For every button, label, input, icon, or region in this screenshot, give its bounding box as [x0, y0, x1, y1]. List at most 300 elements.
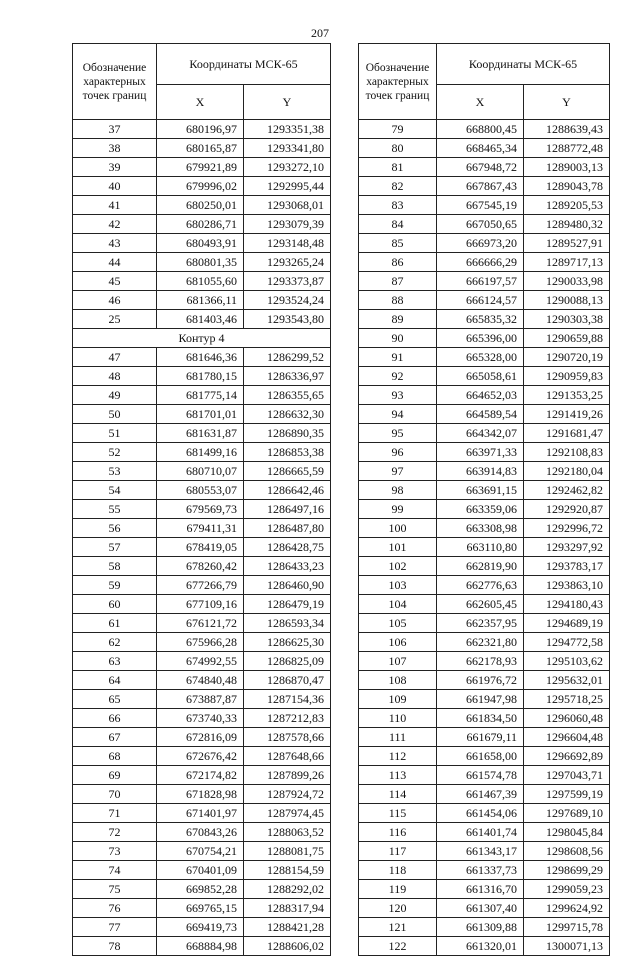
point-id-cell: 54 — [73, 481, 157, 500]
x-coordinate-cell: 669852,28 — [157, 880, 244, 899]
table-row — [359, 272, 610, 291]
header-x: X — [157, 85, 244, 120]
y-coordinate-cell: 1287974,45 — [244, 804, 331, 823]
point-id-cell: 103 — [359, 576, 437, 595]
header-y: Y — [244, 85, 331, 120]
table-row — [73, 804, 331, 823]
x-coordinate-cell: 661316,70 — [437, 880, 524, 899]
header-point-label: Обозначение характерных точек границ — [73, 44, 157, 120]
x-coordinate-cell: 672676,42 — [157, 747, 244, 766]
table-row — [359, 671, 610, 690]
table-row — [359, 291, 610, 310]
table-row — [359, 424, 610, 443]
point-id-cell: 73 — [73, 842, 157, 861]
y-coordinate-cell: 1286479,19 — [244, 595, 331, 614]
table-row — [359, 538, 610, 557]
point-id-cell: 114 — [359, 785, 437, 804]
point-id-cell: 53 — [73, 462, 157, 481]
point-id-cell: 111 — [359, 728, 437, 747]
x-coordinate-cell: 681499,16 — [157, 443, 244, 462]
y-coordinate-cell: 1293351,38 — [244, 120, 331, 139]
x-coordinate-cell: 667948,72 — [437, 158, 524, 177]
y-coordinate-cell: 1288063,52 — [244, 823, 331, 842]
point-id-cell: 106 — [359, 633, 437, 652]
x-coordinate-cell: 663359,06 — [437, 500, 524, 519]
y-coordinate-cell: 1297043,71 — [524, 766, 610, 785]
x-coordinate-cell: 677109,16 — [157, 595, 244, 614]
point-id-cell: 83 — [359, 196, 437, 215]
point-id-cell: 122 — [359, 937, 437, 956]
point-id-cell: 37 — [73, 120, 157, 139]
y-coordinate-cell: 1294689,19 — [524, 614, 610, 633]
table-row — [73, 671, 331, 690]
table-row — [359, 595, 610, 614]
point-id-cell: 56 — [73, 519, 157, 538]
point-id-cell: 68 — [73, 747, 157, 766]
y-coordinate-cell: 1288154,59 — [244, 861, 331, 880]
x-coordinate-cell: 678419,05 — [157, 538, 244, 557]
x-coordinate-cell: 661454,06 — [437, 804, 524, 823]
point-id-cell: 86 — [359, 253, 437, 272]
x-coordinate-cell: 678260,42 — [157, 557, 244, 576]
point-id-cell: 71 — [73, 804, 157, 823]
point-id-cell: 44 — [73, 253, 157, 272]
y-coordinate-cell: 1286665,59 — [244, 462, 331, 481]
y-coordinate-cell: 1295632,01 — [524, 671, 610, 690]
y-coordinate-cell: 1287212,83 — [244, 709, 331, 728]
x-coordinate-cell: 668884,98 — [157, 937, 244, 956]
table-row — [73, 443, 331, 462]
x-coordinate-cell: 668465,34 — [437, 139, 524, 158]
table-row — [359, 500, 610, 519]
point-id-cell: 87 — [359, 272, 437, 291]
table-row — [359, 443, 610, 462]
table-row — [73, 785, 331, 804]
table-row — [359, 785, 610, 804]
table-row — [359, 709, 610, 728]
x-coordinate-cell: 673740,33 — [157, 709, 244, 728]
point-id-cell: 85 — [359, 234, 437, 253]
x-coordinate-cell: 681055,60 — [157, 272, 244, 291]
point-id-cell: 55 — [73, 500, 157, 519]
x-coordinate-cell: 680801,35 — [157, 253, 244, 272]
table-row — [73, 842, 331, 861]
y-coordinate-cell: 1291681,47 — [524, 424, 610, 443]
header-point-label: Обозначение характерных точек границ — [359, 44, 437, 120]
table-row — [359, 804, 610, 823]
x-coordinate-cell: 681701,01 — [157, 405, 244, 424]
table-row — [359, 196, 610, 215]
x-coordinate-cell: 666973,20 — [437, 234, 524, 253]
point-id-cell: 115 — [359, 804, 437, 823]
table-row — [359, 861, 610, 880]
table-row — [359, 386, 610, 405]
y-coordinate-cell: 1293524,24 — [244, 291, 331, 310]
point-id-cell: 105 — [359, 614, 437, 633]
x-coordinate-cell: 663914,83 — [437, 462, 524, 481]
coordinates-table-left — [72, 43, 331, 956]
x-coordinate-cell: 664342,07 — [437, 424, 524, 443]
x-coordinate-cell: 680710,07 — [157, 462, 244, 481]
y-coordinate-cell: 1293341,80 — [244, 139, 331, 158]
x-coordinate-cell: 661976,72 — [437, 671, 524, 690]
x-coordinate-cell: 679569,73 — [157, 500, 244, 519]
table-row — [73, 158, 331, 177]
y-coordinate-cell: 1299059,23 — [524, 880, 610, 899]
point-id-cell: 47 — [73, 348, 157, 367]
point-id-cell: 99 — [359, 500, 437, 519]
point-id-cell: 39 — [73, 158, 157, 177]
table-row — [359, 633, 610, 652]
point-id-cell: 42 — [73, 215, 157, 234]
x-coordinate-cell: 661343,17 — [437, 842, 524, 861]
y-coordinate-cell: 1292920,87 — [524, 500, 610, 519]
point-id-cell: 98 — [359, 481, 437, 500]
y-coordinate-cell: 1286593,34 — [244, 614, 331, 633]
point-id-cell: 66 — [73, 709, 157, 728]
y-coordinate-cell: 1286428,75 — [244, 538, 331, 557]
table-row — [359, 215, 610, 234]
y-coordinate-cell: 1290959,83 — [524, 367, 610, 386]
y-coordinate-cell: 1295103,62 — [524, 652, 610, 671]
x-coordinate-cell: 662178,93 — [437, 652, 524, 671]
y-coordinate-cell: 1298045,84 — [524, 823, 610, 842]
y-coordinate-cell: 1296604,48 — [524, 728, 610, 747]
section-row — [73, 329, 331, 348]
x-coordinate-cell: 671401,97 — [157, 804, 244, 823]
point-id-cell: 109 — [359, 690, 437, 709]
point-id-cell: 96 — [359, 443, 437, 462]
point-id-cell: 61 — [73, 614, 157, 633]
table-row — [73, 880, 331, 899]
x-coordinate-cell: 662321,80 — [437, 633, 524, 652]
table-row — [359, 557, 610, 576]
y-coordinate-cell: 1286853,38 — [244, 443, 331, 462]
point-id-cell: 117 — [359, 842, 437, 861]
table-row — [359, 177, 610, 196]
table-row — [73, 633, 331, 652]
y-coordinate-cell: 1289003,13 — [524, 158, 610, 177]
point-id-cell: 75 — [73, 880, 157, 899]
point-id-cell: 94 — [359, 405, 437, 424]
x-coordinate-cell: 664589,54 — [437, 405, 524, 424]
y-coordinate-cell: 1289527,91 — [524, 234, 610, 253]
table-row — [73, 766, 331, 785]
point-id-cell: 100 — [359, 519, 437, 538]
x-coordinate-cell: 661658,00 — [437, 747, 524, 766]
x-coordinate-cell: 681631,87 — [157, 424, 244, 443]
header-coordinates: Координаты МСК-65 — [157, 44, 331, 85]
table-row — [73, 519, 331, 538]
x-coordinate-cell: 680250,01 — [157, 196, 244, 215]
y-coordinate-cell: 1288292,02 — [244, 880, 331, 899]
table-row — [359, 120, 610, 139]
table-row — [359, 614, 610, 633]
table-row — [73, 348, 331, 367]
point-id-cell: 67 — [73, 728, 157, 747]
x-coordinate-cell: 661401,74 — [437, 823, 524, 842]
x-coordinate-cell: 661307,40 — [437, 899, 524, 918]
y-coordinate-cell: 1288317,94 — [244, 899, 331, 918]
table-row — [73, 253, 331, 272]
y-coordinate-cell: 1286870,47 — [244, 671, 331, 690]
x-coordinate-cell: 672174,82 — [157, 766, 244, 785]
x-coordinate-cell: 663110,80 — [437, 538, 524, 557]
point-id-cell: 79 — [359, 120, 437, 139]
table-row — [73, 196, 331, 215]
y-coordinate-cell: 1290720,19 — [524, 348, 610, 367]
table-row — [359, 462, 610, 481]
table-row — [359, 405, 610, 424]
point-id-cell: 43 — [73, 234, 157, 253]
table-row — [73, 709, 331, 728]
y-coordinate-cell: 1289205,53 — [524, 196, 610, 215]
point-id-cell: 52 — [73, 443, 157, 462]
point-id-cell: 40 — [73, 177, 157, 196]
point-id-cell: 95 — [359, 424, 437, 443]
table-row — [359, 728, 610, 747]
y-coordinate-cell: 1300071,13 — [524, 937, 610, 956]
x-coordinate-cell: 666666,29 — [437, 253, 524, 272]
x-coordinate-cell: 681366,11 — [157, 291, 244, 310]
y-coordinate-cell: 1296692,89 — [524, 747, 610, 766]
x-coordinate-cell: 663691,15 — [437, 481, 524, 500]
table-row — [359, 139, 610, 158]
y-coordinate-cell: 1293543,80 — [244, 310, 331, 329]
point-id-cell: 97 — [359, 462, 437, 481]
table-row — [73, 139, 331, 158]
point-id-cell: 38 — [73, 139, 157, 158]
point-id-cell: 108 — [359, 671, 437, 690]
x-coordinate-cell: 665058,61 — [437, 367, 524, 386]
x-coordinate-cell: 671828,98 — [157, 785, 244, 804]
x-coordinate-cell: 661679,11 — [437, 728, 524, 747]
table-row — [359, 348, 610, 367]
y-coordinate-cell: 1290088,13 — [524, 291, 610, 310]
y-coordinate-cell: 1299624,92 — [524, 899, 610, 918]
table-row — [73, 424, 331, 443]
y-coordinate-cell: 1286890,35 — [244, 424, 331, 443]
x-coordinate-cell: 661320,01 — [437, 937, 524, 956]
point-id-cell: 69 — [73, 766, 157, 785]
x-coordinate-cell: 665396,00 — [437, 329, 524, 348]
x-coordinate-cell: 669765,15 — [157, 899, 244, 918]
table-row — [73, 690, 331, 709]
y-coordinate-cell: 1293783,17 — [524, 557, 610, 576]
table-row — [359, 519, 610, 538]
y-coordinate-cell: 1287899,26 — [244, 766, 331, 785]
y-coordinate-cell: 1286336,97 — [244, 367, 331, 386]
y-coordinate-cell: 1292996,72 — [524, 519, 610, 538]
point-id-cell: 25 — [73, 310, 157, 329]
x-coordinate-cell: 665328,00 — [437, 348, 524, 367]
x-coordinate-cell: 677266,79 — [157, 576, 244, 595]
point-id-cell: 93 — [359, 386, 437, 405]
table-row — [73, 386, 331, 405]
point-id-cell: 64 — [73, 671, 157, 690]
y-coordinate-cell: 1289480,32 — [524, 215, 610, 234]
point-id-cell: 89 — [359, 310, 437, 329]
y-coordinate-cell: 1287578,66 — [244, 728, 331, 747]
x-coordinate-cell: 661834,50 — [437, 709, 524, 728]
table-row — [359, 329, 610, 348]
table-row — [73, 367, 331, 386]
table-row — [73, 652, 331, 671]
x-coordinate-cell: 667050,65 — [437, 215, 524, 234]
x-coordinate-cell: 664652,03 — [437, 386, 524, 405]
y-coordinate-cell: 1293265,24 — [244, 253, 331, 272]
point-id-cell: 107 — [359, 652, 437, 671]
y-coordinate-cell: 1291353,25 — [524, 386, 610, 405]
point-id-cell: 59 — [73, 576, 157, 595]
point-id-cell: 113 — [359, 766, 437, 785]
y-coordinate-cell: 1286355,65 — [244, 386, 331, 405]
y-coordinate-cell: 1287154,36 — [244, 690, 331, 709]
y-coordinate-cell: 1296060,48 — [524, 709, 610, 728]
y-coordinate-cell: 1286825,09 — [244, 652, 331, 671]
y-coordinate-cell: 1286299,52 — [244, 348, 331, 367]
table-row — [359, 823, 610, 842]
y-coordinate-cell: 1290659,88 — [524, 329, 610, 348]
x-coordinate-cell: 669419,73 — [157, 918, 244, 937]
table-row — [73, 747, 331, 766]
y-coordinate-cell: 1293297,92 — [524, 538, 610, 557]
point-id-cell: 51 — [73, 424, 157, 443]
y-coordinate-cell: 1286632,30 — [244, 405, 331, 424]
y-coordinate-cell: 1288606,02 — [244, 937, 331, 956]
x-coordinate-cell: 670401,09 — [157, 861, 244, 880]
x-coordinate-cell: 680493,91 — [157, 234, 244, 253]
table-row — [73, 595, 331, 614]
point-id-cell: 91 — [359, 348, 437, 367]
y-coordinate-cell: 1288421,28 — [244, 918, 331, 937]
y-coordinate-cell: 1286487,80 — [244, 519, 331, 538]
y-coordinate-cell: 1292462,82 — [524, 481, 610, 500]
y-coordinate-cell: 1290033,98 — [524, 272, 610, 291]
y-coordinate-cell: 1297599,19 — [524, 785, 610, 804]
y-coordinate-cell: 1292180,04 — [524, 462, 610, 481]
x-coordinate-cell: 667545,19 — [437, 196, 524, 215]
point-id-cell: 62 — [73, 633, 157, 652]
table-row — [73, 405, 331, 424]
table-row — [359, 937, 610, 956]
point-id-cell: 82 — [359, 177, 437, 196]
x-coordinate-cell: 666197,57 — [437, 272, 524, 291]
table-row — [73, 234, 331, 253]
x-coordinate-cell: 665835,32 — [437, 310, 524, 329]
point-id-cell: 63 — [73, 652, 157, 671]
x-coordinate-cell: 666124,57 — [437, 291, 524, 310]
x-coordinate-cell: 670843,26 — [157, 823, 244, 842]
table-row — [359, 310, 610, 329]
point-id-cell: 78 — [73, 937, 157, 956]
x-coordinate-cell: 663971,33 — [437, 443, 524, 462]
x-coordinate-cell: 675966,28 — [157, 633, 244, 652]
table-row — [73, 120, 331, 139]
x-coordinate-cell: 680286,71 — [157, 215, 244, 234]
x-coordinate-cell: 661309,88 — [437, 918, 524, 937]
section-label: Контур 4 — [73, 329, 331, 348]
point-id-cell: 50 — [73, 405, 157, 424]
point-id-cell: 104 — [359, 595, 437, 614]
y-coordinate-cell: 1286433,23 — [244, 557, 331, 576]
point-id-cell: 101 — [359, 538, 437, 557]
y-coordinate-cell: 1293272,10 — [244, 158, 331, 177]
point-id-cell: 90 — [359, 329, 437, 348]
table-row — [359, 842, 610, 861]
table-row — [359, 158, 610, 177]
y-coordinate-cell: 1295718,25 — [524, 690, 610, 709]
table-row — [359, 690, 610, 709]
table-row — [73, 576, 331, 595]
point-id-cell: 70 — [73, 785, 157, 804]
table-row — [73, 462, 331, 481]
table-row — [359, 367, 610, 386]
point-id-cell: 121 — [359, 918, 437, 937]
y-coordinate-cell: 1288772,48 — [524, 139, 610, 158]
table-row — [359, 576, 610, 595]
point-id-cell: 88 — [359, 291, 437, 310]
x-coordinate-cell: 662605,45 — [437, 595, 524, 614]
y-coordinate-cell: 1297689,10 — [524, 804, 610, 823]
y-coordinate-cell: 1288081,75 — [244, 842, 331, 861]
table-row — [73, 272, 331, 291]
x-coordinate-cell: 681403,46 — [157, 310, 244, 329]
y-coordinate-cell: 1289717,13 — [524, 253, 610, 272]
header-coordinates: Координаты МСК-65 — [437, 44, 610, 85]
y-coordinate-cell: 1292995,44 — [244, 177, 331, 196]
table-row — [73, 918, 331, 937]
point-id-cell: 46 — [73, 291, 157, 310]
y-coordinate-cell: 1294772,58 — [524, 633, 610, 652]
point-id-cell: 77 — [73, 918, 157, 937]
x-coordinate-cell: 674840,48 — [157, 671, 244, 690]
table-row — [73, 823, 331, 842]
y-coordinate-cell: 1286460,90 — [244, 576, 331, 595]
table-row — [73, 177, 331, 196]
point-id-cell: 60 — [73, 595, 157, 614]
table-row — [73, 215, 331, 234]
x-coordinate-cell: 668800,45 — [437, 120, 524, 139]
table-row — [73, 861, 331, 880]
y-coordinate-cell: 1286625,30 — [244, 633, 331, 652]
x-coordinate-cell: 681646,36 — [157, 348, 244, 367]
point-id-cell: 65 — [73, 690, 157, 709]
y-coordinate-cell: 1286642,46 — [244, 481, 331, 500]
table-body-right — [359, 120, 610, 956]
point-id-cell: 119 — [359, 880, 437, 899]
point-id-cell: 92 — [359, 367, 437, 386]
point-id-cell: 72 — [73, 823, 157, 842]
point-id-cell: 118 — [359, 861, 437, 880]
y-coordinate-cell: 1298699,29 — [524, 861, 610, 880]
x-coordinate-cell: 673887,87 — [157, 690, 244, 709]
x-coordinate-cell: 679996,02 — [157, 177, 244, 196]
x-coordinate-cell: 681775,14 — [157, 386, 244, 405]
point-id-cell: 76 — [73, 899, 157, 918]
point-id-cell: 84 — [359, 215, 437, 234]
table-row — [359, 253, 610, 272]
header-x: X — [437, 85, 524, 120]
x-coordinate-cell: 662357,95 — [437, 614, 524, 633]
y-coordinate-cell: 1287648,66 — [244, 747, 331, 766]
point-id-cell: 45 — [73, 272, 157, 291]
y-coordinate-cell: 1293079,39 — [244, 215, 331, 234]
table-row — [73, 557, 331, 576]
y-coordinate-cell: 1289043,78 — [524, 177, 610, 196]
table-row — [359, 234, 610, 253]
table-row — [359, 652, 610, 671]
